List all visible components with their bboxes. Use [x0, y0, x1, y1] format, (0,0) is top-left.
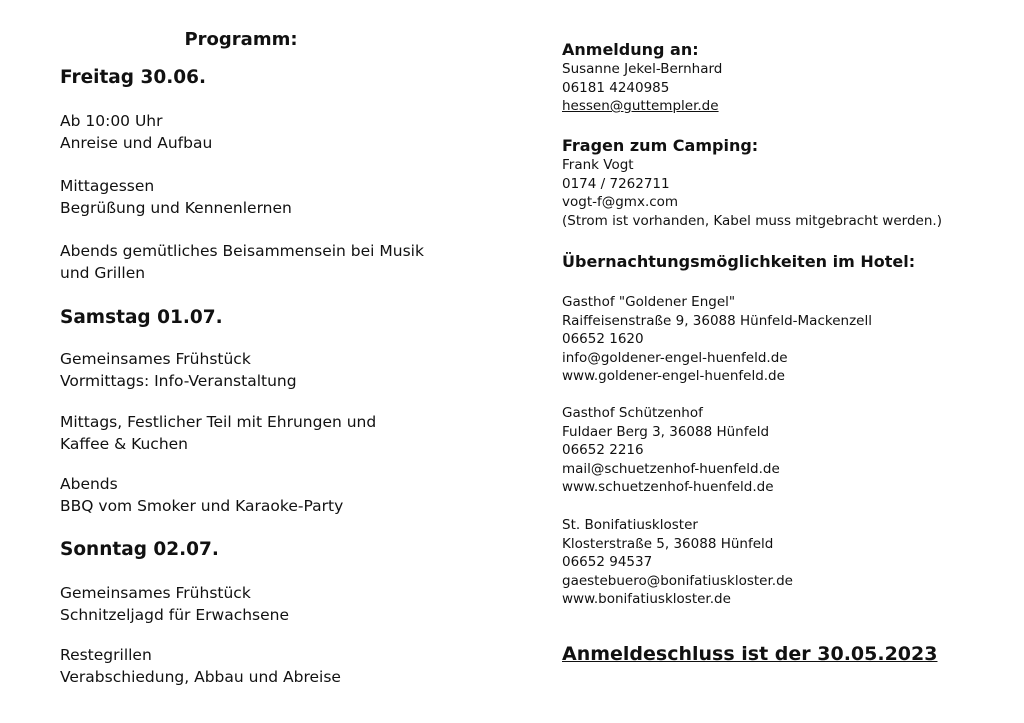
hotel-web: www.goldener-engel-huenfeld.de: [562, 368, 785, 384]
hotel-phone: 06652 94537: [562, 554, 653, 570]
hotel-entry: [562, 293, 872, 386]
hotel-name: Gasthof Schützenhof: [562, 405, 703, 421]
hotels-heading: Übernachtungsmöglichkeiten im Hotel:: [562, 252, 916, 271]
program-line: BBQ vom Smoker und Karaoke-Party: [60, 497, 344, 515]
camping-heading: Fragen zum Camping:: [562, 136, 759, 155]
program-line: Vormittags: Info-Veranstaltung: [60, 372, 297, 390]
hotel-email: mail@schuetzenhof-huenfeld.de: [562, 460, 780, 477]
camping-contact: [562, 156, 942, 230]
program-line: Gemeinsames Frühstück: [60, 584, 251, 602]
day-heading-friday: Freitag 30.06.: [60, 67, 207, 88]
registration-contact: [562, 60, 722, 116]
camping-name: Frank Vogt: [562, 157, 634, 173]
hotel-name: Gasthof "Goldener Engel": [562, 294, 736, 310]
hotel-address: Fuldaer Berg 3, 36088 Hünfeld: [562, 423, 770, 440]
program-line: Ab 10:00 Uhr: [60, 112, 163, 130]
saturday-block-2: [60, 411, 376, 455]
sunday-block-1: [60, 582, 289, 626]
hotel-web: www.schuetzenhof-huenfeld.de: [562, 479, 774, 495]
hotel-email: gaestebuero@bonifatiuskloster.de: [562, 572, 793, 589]
program-line: Mittags, Festlicher Teil mit Ehrungen und: [60, 413, 377, 431]
program-title: Programm:: [184, 29, 298, 50]
friday-block-3: [60, 240, 424, 284]
day-heading-saturday: Samstag 01.07.: [60, 307, 223, 328]
day-heading-sunday: Sonntag 02.07.: [60, 539, 219, 560]
program-line: Abends: [60, 475, 118, 493]
program-line: Abends gemütliches Beisammensein bei Musik: [60, 242, 424, 260]
hotel-address: Klosterstraße 5, 36088 Hünfeld: [562, 535, 774, 552]
program-line: Mittagessen: [60, 177, 155, 195]
program-line: Verabschiedung, Abbau und Abreise: [60, 668, 341, 686]
camping-email: vogt-f@gmx.com: [562, 194, 679, 210]
program-line: Restegrillen: [60, 646, 152, 664]
hotel-phone: 06652 2216: [562, 442, 644, 458]
saturday-block-1: [60, 348, 297, 392]
camping-note: (Strom ist vorhanden, Kabel muss mitgebracht werden.): [562, 212, 942, 229]
program-line: Gemeinsames Frühstück: [60, 350, 251, 368]
registration-heading: Anmeldung an:: [562, 40, 699, 59]
sunday-block-2: [60, 644, 341, 688]
program-line: Kaffee & Kuchen: [60, 435, 189, 453]
saturday-block-3: [60, 473, 343, 517]
program-line: Schnitzeljagd für Erwachsene: [60, 606, 290, 624]
program-line: Begrüßung und Kennenlernen: [60, 199, 292, 217]
hotel-web: www.bonifatiuskloster.de: [562, 591, 731, 607]
camping-phone: 0174 / 7262711: [562, 175, 670, 192]
registration-deadline: Anmeldeschluss ist der 30.05.2023: [562, 643, 938, 665]
friday-block-2: [60, 175, 292, 219]
hotel-entry: [562, 516, 793, 609]
friday-block-1: [60, 110, 212, 154]
program-line: und Grillen: [60, 264, 146, 282]
hotel-name: St. Bonifatiuskloster: [562, 517, 698, 533]
registration-name: Susanne Jekel-Bernhard: [562, 61, 723, 77]
hotel-email: info@goldener-engel-huenfeld.de: [562, 349, 788, 366]
registration-phone: 06181 4240985: [562, 79, 670, 96]
hotel-entry: [562, 404, 780, 497]
registration-email-link[interactable]: hessen@guttempler.de: [562, 98, 719, 114]
hotel-phone: 06652 1620: [562, 331, 644, 347]
hotel-address: Raiffeisenstraße 9, 36088 Hünfeld-Mackenzell: [562, 312, 872, 329]
program-line: Anreise und Aufbau: [60, 134, 213, 152]
